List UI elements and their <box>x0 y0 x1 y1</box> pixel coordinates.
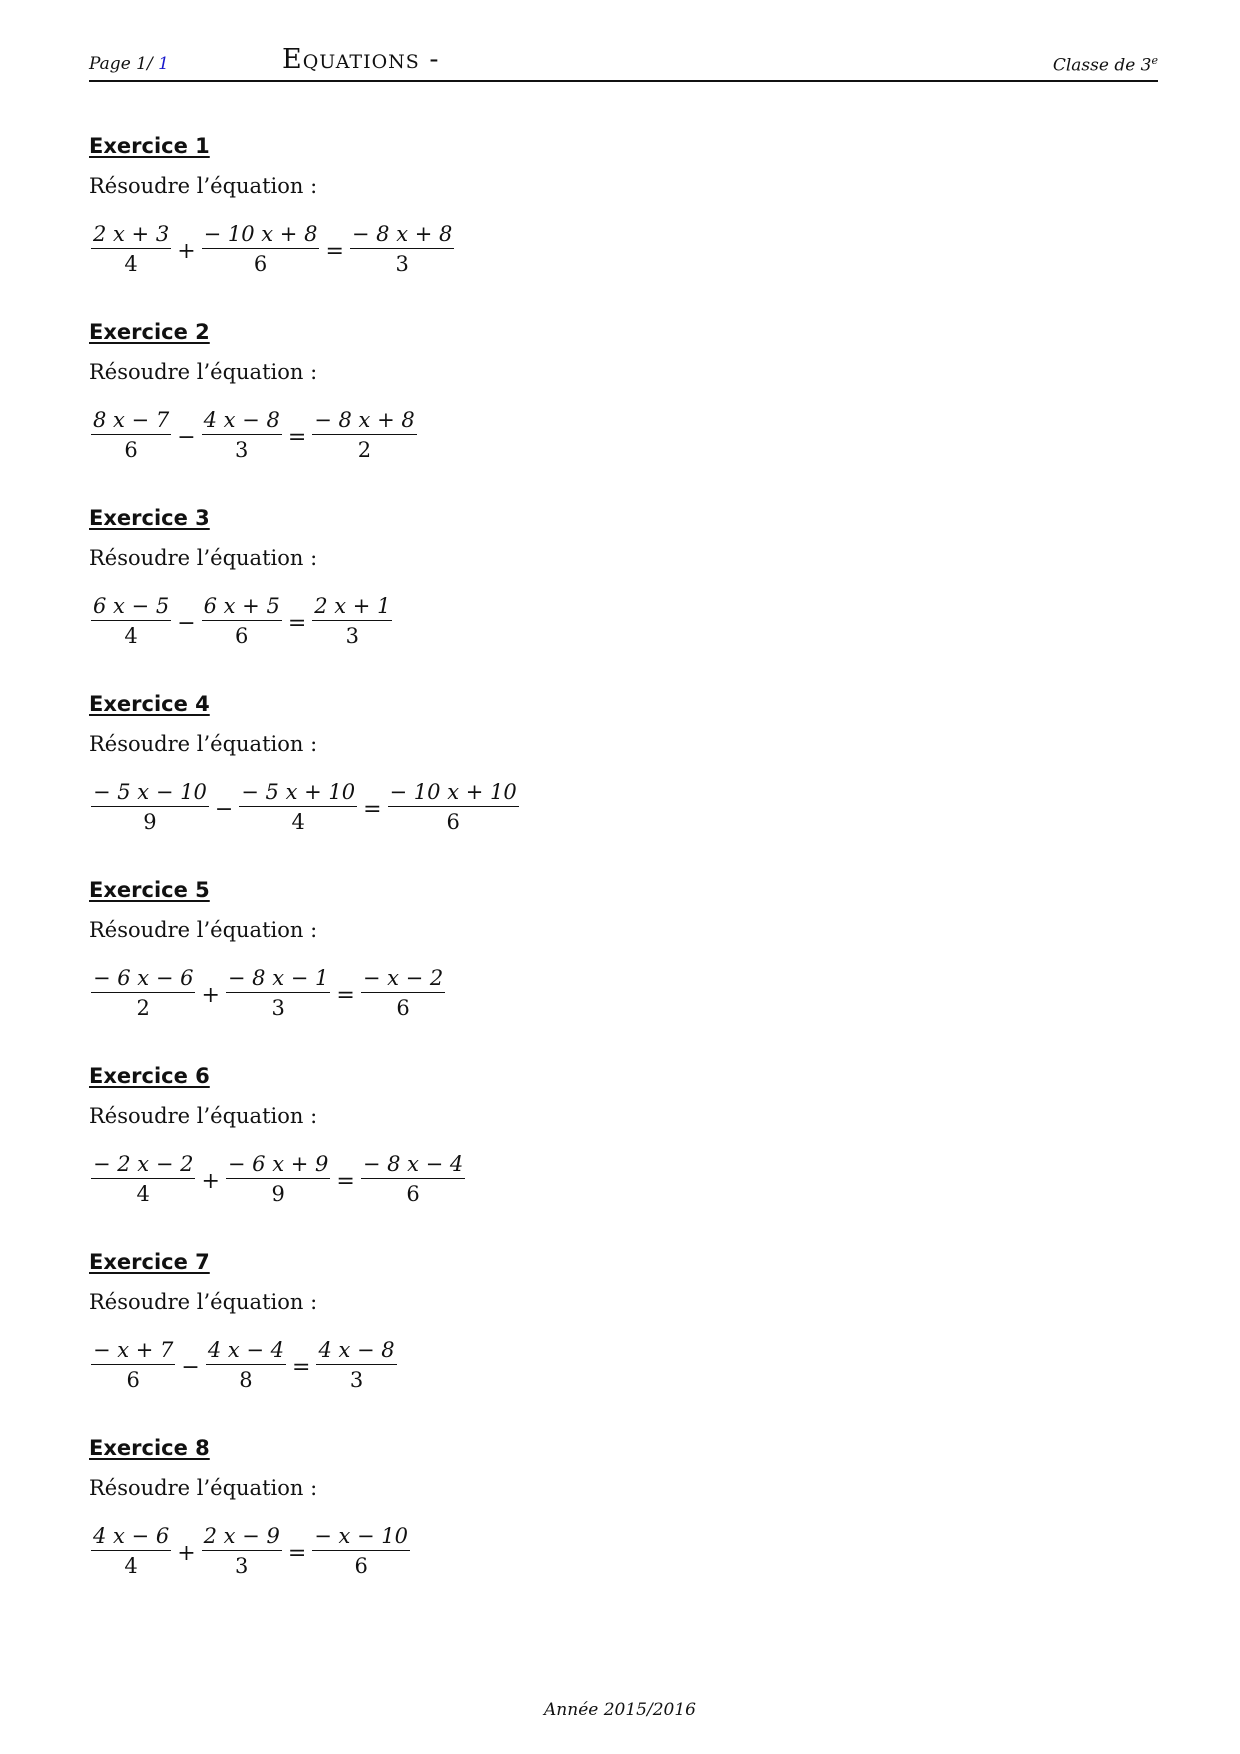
denominator: 6 <box>253 252 268 276</box>
numerator: − 8 x − 1 <box>226 966 330 993</box>
operator: − <box>177 424 196 450</box>
fraction-2 <box>200 594 284 648</box>
denominator: 4 <box>291 810 305 834</box>
class-label-superscript: e <box>1151 54 1158 67</box>
exercise-title: Exercice 1 <box>89 134 210 158</box>
equation <box>89 586 1089 656</box>
denominator: 6 <box>446 810 460 834</box>
denominator: 3 <box>235 438 249 462</box>
numerator: 6 x − 5 <box>91 594 171 621</box>
exercise-instruction: Résoudre l’équation : <box>89 360 318 384</box>
exercise-title: Exercice 4 <box>89 692 210 716</box>
exercise-list <box>89 130 1089 1618</box>
equals-sign: = <box>292 1354 311 1380</box>
fraction-2 <box>204 1338 288 1392</box>
fraction-3 <box>359 966 447 1020</box>
equation <box>89 214 1089 284</box>
fraction-3 <box>314 1338 398 1392</box>
numerator: − x − 10 <box>312 1524 410 1551</box>
fraction-1 <box>89 966 197 1020</box>
exercise-3 <box>89 502 1089 688</box>
numerator: 4 x − 8 <box>202 408 282 435</box>
exercise-6 <box>89 1060 1089 1246</box>
numerator: 6 x + 5 <box>202 594 282 621</box>
exercise-instruction: Résoudre l’équation : <box>89 174 318 198</box>
fraction-2 <box>224 1152 332 1206</box>
equals-sign: = <box>336 1168 355 1194</box>
fraction-1 <box>89 408 173 462</box>
equals-sign: = <box>363 796 382 822</box>
fraction-2 <box>224 966 332 1020</box>
exercise-4 <box>89 688 1089 874</box>
equals-sign: = <box>325 238 344 264</box>
denominator: 6 <box>126 1368 140 1392</box>
exercise-instruction: Résoudre l’équation : <box>89 546 318 570</box>
denominator: 6 <box>235 624 249 648</box>
exercise-title: Exercice 6 <box>89 1064 210 1088</box>
exercise-8 <box>89 1432 1089 1618</box>
exercise-title: Exercice 8 <box>89 1436 210 1460</box>
exercise-instruction: Résoudre l’équation : <box>89 918 318 942</box>
denominator: 4 <box>124 1554 138 1578</box>
denominator: 4 <box>124 624 138 648</box>
numerator: 2 x + 3 <box>91 222 171 249</box>
denominator: 6 <box>354 1554 368 1578</box>
numerator: − 10 x + 10 <box>388 780 519 807</box>
fraction-3 <box>310 408 418 462</box>
operator: + <box>177 1540 196 1566</box>
denominator: 9 <box>143 810 157 834</box>
equation <box>89 400 1089 470</box>
denominator: 6 <box>396 996 410 1020</box>
denominator: 6 <box>406 1182 420 1206</box>
denominator: 2 <box>136 996 150 1020</box>
exercise-5 <box>89 874 1089 1060</box>
equation <box>89 1144 1089 1214</box>
exercise-title: Exercice 3 <box>89 506 210 530</box>
page-number <box>89 54 169 74</box>
operator: − <box>214 796 234 822</box>
numerator: 4 x − 4 <box>206 1338 286 1365</box>
fraction-3 <box>310 1524 412 1578</box>
numerator: − 6 x + 9 <box>226 1152 330 1179</box>
fraction-2 <box>237 780 359 834</box>
operator: + <box>201 1168 220 1194</box>
fraction-3 <box>310 594 394 648</box>
class-label-text: Classe de 3 <box>1052 55 1152 76</box>
denominator: 8 <box>239 1368 253 1392</box>
denominator: 2 <box>357 438 372 462</box>
document-title: Equations - <box>282 44 440 75</box>
fraction-1 <box>89 1524 173 1578</box>
exercise-1 <box>89 130 1089 316</box>
numerator: 2 x + 1 <box>312 594 392 621</box>
equation <box>89 1330 1089 1400</box>
operator: + <box>201 982 220 1008</box>
fraction-1 <box>89 222 173 276</box>
fraction-3 <box>348 222 456 276</box>
equation <box>89 1516 1089 1586</box>
exercise-instruction: Résoudre l’équation : <box>89 732 318 756</box>
fraction-2 <box>200 1524 284 1578</box>
page-number-prefix: Page 1/ <box>89 54 159 74</box>
exercise-title: Exercice 2 <box>89 320 210 344</box>
numerator: − 5 x − 10 <box>91 780 209 807</box>
numerator: − 6 x − 6 <box>91 966 195 993</box>
page-header <box>89 44 1158 82</box>
fraction-3 <box>359 1152 467 1206</box>
class-label <box>1053 54 1158 76</box>
denominator: 4 <box>124 252 138 276</box>
exercise-instruction: Résoudre l’équation : <box>89 1290 318 1314</box>
denominator: 3 <box>345 624 360 648</box>
numerator: − 10 x + 8 <box>202 222 320 249</box>
fraction-1 <box>89 594 173 648</box>
equation <box>89 958 1089 1028</box>
fraction-3 <box>386 780 521 834</box>
numerator: 2 x − 9 <box>202 1524 282 1551</box>
numerator: − x + 7 <box>91 1338 175 1365</box>
exercise-title: Exercice 5 <box>89 878 210 902</box>
denominator: 6 <box>124 438 138 462</box>
fraction-1 <box>89 1152 197 1206</box>
numerator: − 8 x + 8 <box>312 408 416 435</box>
denominator: 3 <box>271 996 285 1020</box>
page-total-link[interactable]: 1 <box>158 54 169 74</box>
exercise-instruction: Résoudre l’équation : <box>89 1476 318 1500</box>
equals-sign: = <box>336 982 355 1008</box>
numerator: − x − 2 <box>361 966 445 993</box>
page-footer: Année 2015/2016 <box>544 1700 696 1720</box>
denominator: 9 <box>271 1182 285 1206</box>
denominator: 3 <box>235 1554 249 1578</box>
equals-sign: = <box>287 1540 307 1566</box>
exercise-2 <box>89 316 1089 502</box>
denominator: 3 <box>395 252 409 276</box>
fraction-2 <box>200 408 284 462</box>
exercise-7 <box>89 1246 1089 1432</box>
numerator: − 5 x + 10 <box>239 780 357 807</box>
exercise-title: Exercice 7 <box>89 1250 210 1274</box>
fraction-1 <box>89 1338 177 1392</box>
equation <box>89 772 1089 842</box>
operator: + <box>177 238 196 264</box>
equals-sign: = <box>287 424 307 450</box>
operator: − <box>181 1354 200 1380</box>
denominator: 3 <box>349 1368 364 1392</box>
numerator: − 8 x − 4 <box>361 1152 465 1179</box>
numerator: 4 x − 8 <box>316 1338 396 1365</box>
numerator: 8 x − 7 <box>91 408 171 435</box>
operator: − <box>177 610 196 636</box>
equals-sign: = <box>287 610 307 636</box>
fraction-1 <box>89 780 211 834</box>
numerator: − 2 x − 2 <box>91 1152 195 1179</box>
denominator: 4 <box>136 1182 150 1206</box>
numerator: 4 x − 6 <box>91 1524 171 1551</box>
fraction-2 <box>200 222 322 276</box>
numerator: − 8 x + 8 <box>350 222 454 249</box>
exercise-instruction: Résoudre l’équation : <box>89 1104 318 1128</box>
